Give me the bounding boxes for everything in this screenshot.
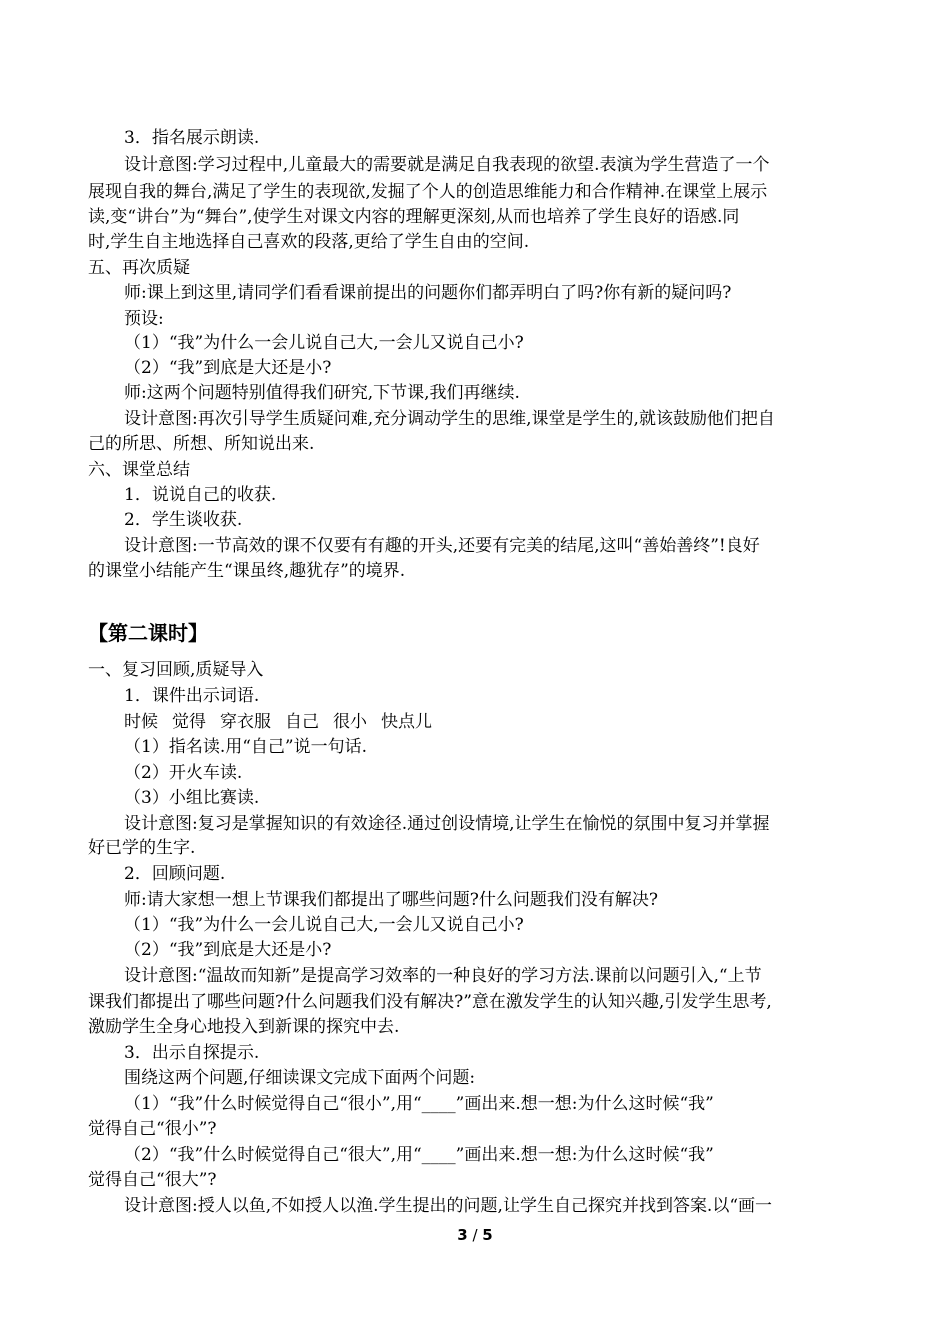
section-heading: 一、复习回顾,质疑导入 (88, 660, 264, 680)
vocabulary-word: 自己 (285, 712, 319, 732)
vocabulary-word: 觉得 (172, 712, 206, 732)
page-number (0, 1226, 950, 1244)
paragraph-line: 读,变“讲台”为“舞台”,使学生对课文内容的理解更深刻,从而也培养了学生良好的语感.同 (88, 207, 740, 227)
paragraph-line: 师:请大家想一想上节课我们都提出了哪些问题?什么问题我们没有解决? (124, 890, 658, 910)
paragraph-line: 己的所思、所想、所知说出来. (88, 434, 315, 454)
vocabulary-list (124, 710, 914, 734)
vocabulary-word: 穿衣服 (220, 712, 271, 732)
paragraph-line: 1．课件出示词语. (124, 686, 260, 706)
paragraph-line: 2．学生谈收获. (124, 510, 243, 530)
paragraph-line: 觉得自己“很大”? (88, 1170, 217, 1190)
paragraph-line: 师:课上到这里,请同学们看看课前提出的问题你们都弄明白了吗?你有新的疑问吗? (124, 283, 732, 303)
lesson-title: 【第二课时】 (88, 621, 208, 645)
paragraph-line: （1）“我”为什么一会儿说自己大,一会儿又说自己小? (124, 915, 524, 935)
paragraph-line: （1）“我”为什么一会儿说自己大,一会儿又说自己小? (124, 333, 524, 353)
vocabulary-word: 快点儿 (381, 712, 432, 732)
paragraph-line: 的课堂小结能产生“课虽终,趣犹存”的境界. (88, 561, 406, 581)
vocabulary-word: 时候 (124, 712, 158, 732)
total-pages: 5 (482, 1226, 493, 1244)
section-heading: 五、再次质疑 (88, 258, 190, 278)
paragraph-line: 设计意图:一节高效的课不仅要有有趣的开头,还要有完美的结尾,这叫“善始善终”!良好 (124, 536, 760, 556)
paragraph-line: （2）“我”什么时候觉得自己“很大”,用“____”画出来.想一想:为什么这时候“我” (124, 1145, 714, 1165)
vocabulary-word: 很小 (333, 712, 367, 732)
paragraph-line: 时,学生自主地选择自己喜欢的段落,更给了学生自由的空间. (88, 232, 530, 252)
paragraph-line: （1）“我”什么时候觉得自己“很小”,用“____”画出来.想一想:为什么这时候“我” (124, 1094, 714, 1114)
paragraph-line: 围绕这两个问题,仔细读课文完成下面两个问题: (124, 1068, 476, 1088)
paragraph-line: 设计意图:“温故而知新”是提高学习效率的一种良好的学习方法.课前以问题引入,“上节 (124, 966, 762, 986)
paragraph-line: （2）“我”到底是大还是小? (124, 358, 332, 378)
paragraph-line: 激励学生全身心地投入到新课的探究中去. (88, 1017, 400, 1037)
paragraph-line: 展现自我的舞台,满足了学生的表现欲,发掘了个人的创造思维能力和合作精神.在课堂上展示 (88, 182, 768, 202)
paragraph-line: 设计意图:复习是掌握知识的有效途径.通过创设情境,让学生在愉悦的氛围中复习并掌握 (124, 814, 770, 834)
paragraph-line: 设计意图:再次引导学生质疑问难,充分调动学生的思维,课堂是学生的,就该鼓励他们把自 (124, 409, 775, 429)
paragraph-line: 预设: (124, 309, 164, 329)
paragraph-line: 1．说说自己的收获. (124, 485, 277, 505)
current-page: 3 (457, 1226, 468, 1244)
paragraph-line: 设计意图:学习过程中,儿童最大的需要就是满足自我表现的欲望.表演为学生营造了一个 (124, 155, 770, 175)
paragraph-line: 2．回顾问题. (124, 864, 226, 884)
paragraph-line: 好已学的生字. (88, 838, 196, 858)
paragraph-line: 课我们都提出了哪些问题?什么问题我们没有解决?”意在激发学生的认知兴趣,引发学生思考, (88, 992, 772, 1012)
paragraph-line: （2）开火车读. (124, 763, 243, 783)
paragraph-line: （3）小组比赛读. (124, 788, 260, 808)
paragraph-line: 设计意图:授人以鱼,不如授人以渔.学生提出的问题,让学生自己探究并找到答案.以“画一 (124, 1196, 773, 1216)
paragraph-line: 3．指名展示朗读. (124, 128, 260, 148)
paragraph-line: 3．出示自探提示. (124, 1043, 260, 1063)
page-separator: / (467, 1226, 483, 1244)
section-heading: 六、课堂总结 (88, 460, 190, 480)
paragraph-line: 觉得自己“很小”? (88, 1119, 217, 1139)
paragraph-line: （1）指名读.用“自己”说一句话. (124, 737, 368, 757)
paragraph-line: （2）“我”到底是大还是小? (124, 940, 332, 960)
paragraph-line: 师:这两个问题特别值得我们研究,下节课,我们再继续. (124, 383, 520, 403)
